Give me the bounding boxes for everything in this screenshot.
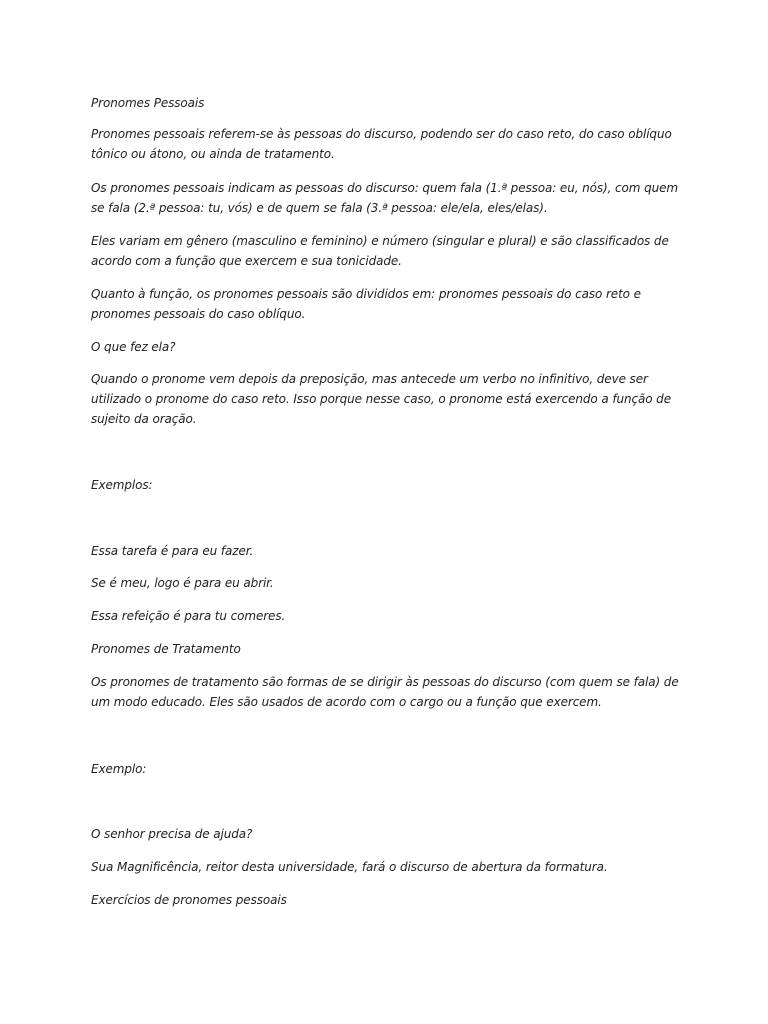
question-line: O que fez ela? <box>91 340 176 354</box>
paragraph-persons: Os pronomes pessoais indicam as pessoas do discurso: quem fala (1.ª pessoa: eu, nós), com quem se fala (2.ª pessoa: tu, vós) e de quem se fala (3.ª pessoa: ele/ela, eles/elas). <box>91 181 678 215</box>
example-line: Essa tarefa é para eu fazer. <box>91 544 254 558</box>
section-heading-pronomes-pessoais: Pronomes Pessoais <box>91 96 205 110</box>
paragraph-definition: Pronomes pessoais referem-se às pessoas do discurso, podendo ser do caso reto, do caso oblíquo tônico ou átono, ou ainda de tratamento. <box>91 127 672 161</box>
examples-label: Exemplos: <box>91 478 153 492</box>
example-line: Se é meu, logo é para eu abrir. <box>91 576 274 590</box>
paragraph-treatment: Os pronomes de tratamento são formas de se dirigir às pessoas do discurso (com quem se fala) de um modo educado. Eles são usados de acordo com o cargo ou a função que exercem. <box>91 675 679 709</box>
example-label: Exemplo: <box>91 762 147 776</box>
paragraph-preposition-rule: Quando o pronome vem depois da preposição, mas antecede um verbo no infinitivo, deve ser utilizado o pronome do caso reto. Isso porque nesse caso, o pronome está exercendo a função de sujeito da oração. <box>91 372 671 426</box>
example-line: Sua Magnificência, reitor desta universidade, fará o discurso de abertura da formatura. <box>91 860 608 874</box>
paragraph-function: Quanto à função, os pronomes pessoais são divididos em: pronomes pessoais do caso reto e pronomes pessoais do caso oblíquo. <box>91 287 641 321</box>
section-heading-exercicios: Exercícios de pronomes pessoais <box>91 893 287 907</box>
section-heading-pronomes-tratamento: Pronomes de Tratamento <box>91 642 241 656</box>
paragraph-variation: Eles variam em gênero (masculino e feminino) e número (singular e plural) e são classificados de acordo com a função que exercem e sua tonicidade. <box>91 234 669 268</box>
example-line: Essa refeição é para tu comeres. <box>91 609 286 623</box>
example-line: O senhor precisa de ajuda? <box>91 827 253 841</box>
